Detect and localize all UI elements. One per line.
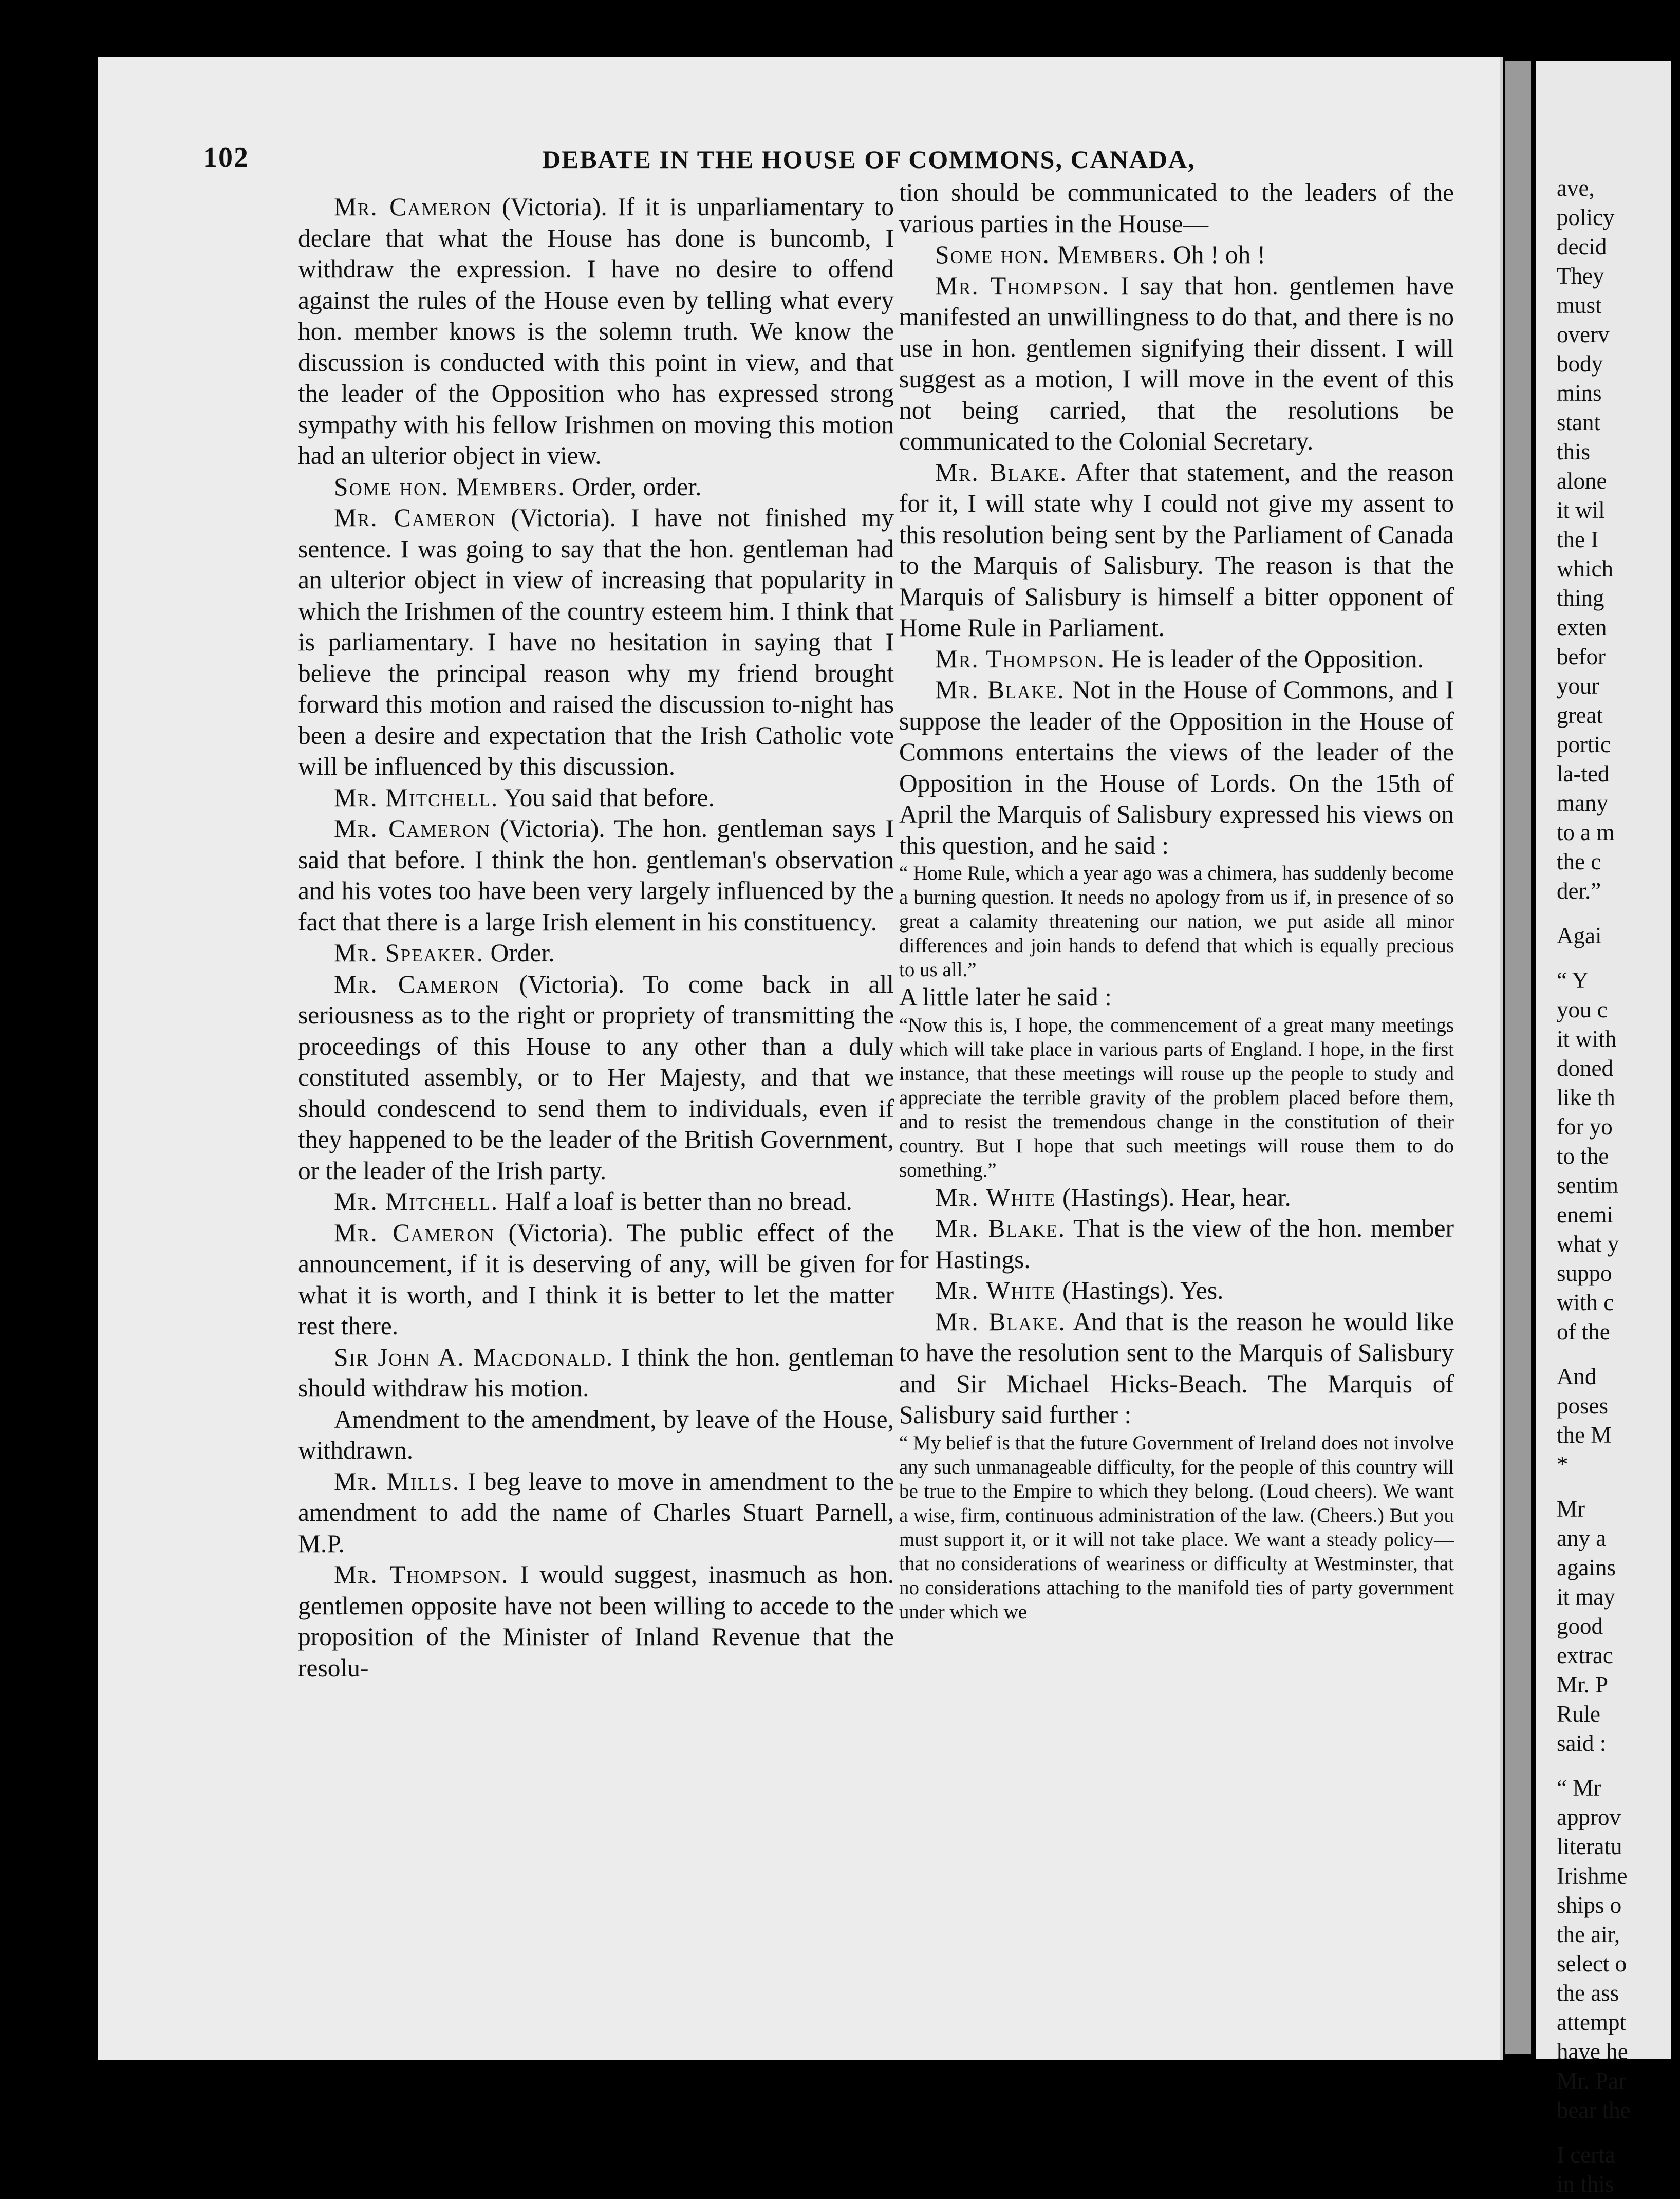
fragment-line: Rule bbox=[1557, 1701, 1600, 1727]
speech-text: Yes. bbox=[1174, 1276, 1224, 1305]
fragment-line: stant bbox=[1557, 409, 1600, 435]
paragraph bbox=[899, 1307, 1454, 1431]
fragment-line: body bbox=[1557, 351, 1603, 377]
fragment-line: ave, bbox=[1557, 175, 1595, 201]
paragraph bbox=[298, 192, 894, 472]
next-page-text bbox=[1557, 174, 1680, 2199]
speech-text: He is leader of the Opposition. bbox=[1105, 644, 1424, 673]
speech-text: I would suggest, inasmuch as hon. gentlemen opposite have not been willing to accede to the proposition of the Minister of Inland Revenue that the resolu- bbox=[298, 1560, 894, 1682]
fragment-line: overv bbox=[1557, 322, 1610, 347]
fragment-line: Mr. P bbox=[1557, 1672, 1609, 1698]
paragraph bbox=[298, 1342, 894, 1404]
speech-text: I have not finished my sentence. I was going to say that the hon. gentleman had an ulterior object in view of increasing that popularity in which the Irishmen of the country esteem him. I think that is parliamentary. I have no hesitation in saying that I believe the principal reason why my friend brought forward this motion and raised the discussion to-night has been a desire and expectation that the Irish Catholic vote will be influenced by this discussion. bbox=[298, 504, 894, 780]
paragraph bbox=[899, 1182, 1454, 1214]
speaker-riding: (Victoria). bbox=[494, 1218, 614, 1247]
fragment-line: select o bbox=[1557, 1951, 1627, 1977]
fragment-line: said : bbox=[1557, 1730, 1607, 1756]
speaker-name: Mr. Mills. bbox=[334, 1467, 460, 1496]
fragment-line: alone bbox=[1557, 468, 1607, 494]
fragment-line: agains bbox=[1557, 1555, 1616, 1580]
fragment-line: exten bbox=[1557, 614, 1607, 640]
fragment-line: suppo bbox=[1557, 1260, 1612, 1286]
fragment-line: great bbox=[1557, 702, 1603, 728]
column-right bbox=[899, 177, 1454, 1624]
paragraph: A little later he said : bbox=[899, 983, 1112, 1011]
fragment-line: sentim bbox=[1557, 1172, 1618, 1198]
fragment-line: poses bbox=[1557, 1393, 1608, 1419]
speaker-name: Mr. Cameron bbox=[334, 970, 500, 998]
paragraph bbox=[298, 813, 894, 938]
speech-text: The public effect of the announcement, if it is deserving of any, will be given for what it is worth, and I think it is better to let the matter rest there. bbox=[298, 1218, 894, 1340]
fragment-line: And bbox=[1557, 1364, 1597, 1389]
fragment-line: this bbox=[1557, 439, 1591, 464]
paragraph bbox=[298, 969, 894, 1187]
fragment-line: any a bbox=[1557, 1525, 1607, 1551]
speaker-name: Mr. Cameron bbox=[334, 814, 491, 843]
fragment-line: the air, bbox=[1557, 1922, 1620, 1947]
paragraph bbox=[899, 271, 1454, 457]
paragraph bbox=[899, 675, 1454, 861]
page-edge bbox=[1505, 61, 1531, 2054]
fragment-gap bbox=[1557, 1758, 1680, 1774]
fragment-line: of the bbox=[1557, 1319, 1610, 1345]
fragment-line: in this bbox=[1557, 2171, 1614, 2197]
fragment-line: like th bbox=[1557, 1085, 1615, 1110]
fragment-line: your bbox=[1557, 673, 1599, 699]
fragment-line: “ Y bbox=[1557, 967, 1589, 993]
page-number: 102 bbox=[203, 142, 249, 174]
paragraph bbox=[899, 1275, 1454, 1307]
fragment-line: Mr. Par bbox=[1557, 2068, 1626, 2094]
paragraph bbox=[298, 1404, 894, 1466]
fragment-line: with c bbox=[1557, 1290, 1614, 1315]
fragment-line: it wil bbox=[1557, 497, 1605, 523]
paragraph bbox=[298, 1186, 894, 1218]
paragraph bbox=[298, 1559, 894, 1684]
fragment-line: der.” bbox=[1557, 878, 1601, 904]
fragment-gap bbox=[1557, 2125, 1680, 2140]
fragment-line: you c bbox=[1557, 997, 1608, 1022]
speaker-name: Some hon. Members. bbox=[334, 472, 566, 501]
fragment-line: the c bbox=[1557, 849, 1601, 874]
speaker-name: Mr. Cameron bbox=[334, 1218, 495, 1247]
speaker-name: Mr. Speaker. bbox=[334, 939, 484, 967]
paragraph bbox=[899, 239, 1454, 271]
fragment-line: have he bbox=[1557, 2039, 1628, 2064]
speaker-name: Mr. Thompson. bbox=[334, 1560, 509, 1589]
fragment-line: literatu bbox=[1557, 1834, 1622, 1859]
fragment-line: approv bbox=[1557, 1804, 1621, 1830]
page-header bbox=[203, 141, 1385, 177]
speech-text: I say that hon. gentlemen have manifested an unwillingness to do that, and there is no use in hon. gentlemen signifying their dissent. I will suggest as a motion, I will move in the event of this not being carried, that the resolutions be communicated to the Colonial Secretary. bbox=[899, 271, 1454, 455]
fragment-line: doned bbox=[1557, 1055, 1613, 1081]
fragment-gap bbox=[1557, 906, 1680, 921]
fragment-line: which bbox=[1557, 556, 1613, 582]
fragment-line: mins bbox=[1557, 380, 1602, 406]
fragment-line: it with bbox=[1557, 1026, 1617, 1052]
fragment-line: la-ted bbox=[1557, 761, 1610, 787]
speech-text: Order, order. bbox=[565, 472, 702, 501]
fragment-line: thing bbox=[1557, 585, 1604, 611]
fragment-line: decid bbox=[1557, 234, 1607, 259]
speaker-name: Mr. Blake. bbox=[935, 1307, 1066, 1336]
fragment-gap bbox=[1557, 951, 1680, 966]
fragment-line: ships o bbox=[1557, 1892, 1622, 1918]
fragment-line: the I bbox=[1557, 527, 1599, 552]
fragment-line: good bbox=[1557, 1613, 1603, 1639]
speaker-name: Mr. Blake. bbox=[935, 676, 1065, 704]
column-left bbox=[298, 192, 894, 1684]
speech-text: I think the hon. gentleman should withdraw his motion. bbox=[298, 1343, 894, 1402]
paragraph bbox=[298, 782, 894, 814]
speaker-name: Mr. Cameron bbox=[334, 193, 492, 221]
fragment-line: for yo bbox=[1557, 1114, 1613, 1140]
paragraph bbox=[298, 472, 894, 503]
speaker-name: Mr. White bbox=[935, 1183, 1056, 1212]
paragraph bbox=[298, 502, 894, 782]
speech-text: And that is the reason he would like to have the resolution sent to the Marquis of Salisbury and Sir Michael Hicks-Beach. The Marquis of Salisbury said further : bbox=[899, 1307, 1454, 1429]
speech-text: Amendment to the amendment, by leave of the House, withdrawn. bbox=[298, 1405, 894, 1464]
next-page-fragment bbox=[1536, 61, 1671, 2197]
speaker-riding: (Victoria). bbox=[496, 504, 617, 532]
fragment-line: many bbox=[1557, 790, 1608, 816]
speaker-riding: (Victoria). bbox=[490, 814, 605, 843]
speech-text: To come back in all seriousness as to the right or propriety of transmitting the proceedings of this House to any other than a duly constituted assembly, or to Her Majesty, and that we should condescend to send them to individuals, even if they happened to be the leader of the British Government, or the leader of the Irish party. bbox=[298, 970, 894, 1185]
speaker-name: Mr. Mitchell. bbox=[334, 1187, 499, 1216]
paragraph bbox=[899, 457, 1454, 644]
speech-text: I beg leave to move in amendment to the amendment to add the name of Charles Stuart Parnell, M.P. bbox=[298, 1467, 894, 1558]
speech-text: Half a loaf is better than no bread. bbox=[498, 1187, 852, 1216]
speaker-riding: (Victoria). bbox=[500, 970, 625, 998]
speaker-name: Mr. White bbox=[935, 1276, 1056, 1305]
speaker-name: Mr. Mitchell. bbox=[334, 783, 499, 812]
fragment-line: portic bbox=[1557, 732, 1611, 757]
fragment-line: it may bbox=[1557, 1584, 1615, 1610]
fragment-line: extrac bbox=[1557, 1643, 1613, 1668]
speaker-name: Mr. Blake. bbox=[935, 458, 1068, 487]
fragment-line: * bbox=[1557, 1451, 1569, 1477]
fragment-line: bear the bbox=[1557, 2097, 1631, 2123]
paragraph bbox=[298, 1466, 894, 1560]
fragment-line: I certa bbox=[1557, 2142, 1615, 2168]
speaker-riding: (Victoria). bbox=[491, 193, 607, 221]
speaker-name: Sir John A. Macdonald. bbox=[334, 1343, 614, 1371]
fragment-line: what y bbox=[1557, 1231, 1619, 1257]
paragraph bbox=[298, 938, 894, 969]
speaker-name: Mr. Thompson. bbox=[935, 271, 1110, 300]
fragment-line: to a m bbox=[1557, 819, 1615, 845]
speaker-riding: (Hastings). bbox=[1056, 1276, 1175, 1305]
speaker-name: Some hon. Members. bbox=[935, 240, 1167, 269]
speech-text: Order. bbox=[484, 939, 555, 967]
fragment-line: attempt bbox=[1557, 2009, 1626, 2035]
speaker-name: Mr. Blake. bbox=[935, 1214, 1066, 1242]
fragment-line: Mr bbox=[1557, 1496, 1585, 1522]
paragraph: tion should be communicated to the leaders of the various parties in the House— bbox=[899, 178, 1454, 238]
paragraph bbox=[899, 1213, 1454, 1275]
fragment-gap bbox=[1557, 1479, 1680, 1495]
fragment-gap bbox=[1557, 1347, 1680, 1362]
block-quote: “ Home Rule, which a year ago was a chimera, has suddenly become a burning question. It needs no apology from us if, in presence of so great a calamity threatening our nation, we put aside all minor differences and join hands to defend that which is equally precious to us all.” bbox=[899, 862, 1454, 981]
fragment-line: to the bbox=[1557, 1143, 1609, 1169]
fragment-line: enemi bbox=[1557, 1202, 1613, 1227]
paragraph bbox=[298, 1218, 894, 1342]
speaker-name: Mr. Cameron bbox=[334, 504, 496, 532]
fragment-line: Agai bbox=[1557, 923, 1602, 948]
paragraph bbox=[899, 644, 1454, 675]
fragment-line: Irishme bbox=[1557, 1863, 1628, 1889]
speaker-riding: (Hastings). bbox=[1056, 1183, 1175, 1212]
running-title: DEBATE IN THE HOUSE OF COMMONS, CANADA, bbox=[542, 145, 1196, 174]
speech-text: You said that before. bbox=[498, 783, 715, 812]
speech-text: That is the view of the hon. member for Hastings. bbox=[899, 1214, 1454, 1274]
fragment-line: the M bbox=[1557, 1422, 1612, 1448]
fragment-line: must bbox=[1557, 292, 1602, 318]
block-quote: “Now this is, I hope, the commencement of a great many meetings which will take place in various parts of England. I hope, in the first instance, that these meetings will rouse up the people to study and appreciate the terrible gravity of the problem placed before them, and to resist the tremendous change in the constitution of their country. But I hope that such meetings will rouse them to do something.” bbox=[899, 1014, 1454, 1181]
speech-text: Hear, hear. bbox=[1174, 1183, 1291, 1212]
speaker-name: Mr. Thompson. bbox=[935, 644, 1105, 673]
fragment-line: policy bbox=[1557, 204, 1615, 230]
fragment-line: the ass bbox=[1557, 1980, 1619, 2006]
fragment-line: befor bbox=[1557, 644, 1606, 669]
speech-text: Oh ! oh ! bbox=[1166, 240, 1266, 269]
speech-text: After that statement, and the reason for it, I will state why I could not give my assent to this resolution being sent by the Parliament of Canada to the Marquis of Salisbury. The reason is that the Marquis of Salisbury is himself a bitter opponent of Home Rule in Parliament. bbox=[899, 458, 1454, 642]
speech-text: The hon. gentleman says I said that before. I think the hon. gentleman's observation and his votes too have been very largely influenced by the fact that there is a large Irish element in his constituency. bbox=[298, 814, 894, 936]
speech-text: If it is unparliamentary to declare that what the House has done is buncomb, I withdraw the expression. I have no desire to offend against the rules of the House even by telling what every hon. member knows is the solemn truth. We know the discussion is conducted with this point in view, and that the leader of the Opposition who has expressed strong sympathy with his fellow Irishmen on moving this motion had an ulterior object in view. bbox=[298, 193, 894, 470]
fragment-line: They bbox=[1557, 263, 1604, 289]
fragment-line: “ Mr bbox=[1557, 1775, 1601, 1801]
speech-text: Not in the House of Commons, and I suppose the leader of the Opposition in the House of Commons entertains the views of the leader of the Opposition in the House of Lords. On the 15th of April the Marquis of Salisbury expressed his views on this question, and he said : bbox=[899, 676, 1454, 860]
block-quote: “ My belief is that the future Government of Ireland does not involve any such unmanageable difficulty, for the people of this country will be true to the Empire to which they belong. (Loud cheers). We want a wise, firm, continuous administration of the law. (Cheers.) But you must support it, or it will not take place. We want a steady policy—that no considerations of weariness or difficulty at Westminster, that no considerations attaching to the manifold ties of party government under which we bbox=[899, 1431, 1454, 1623]
